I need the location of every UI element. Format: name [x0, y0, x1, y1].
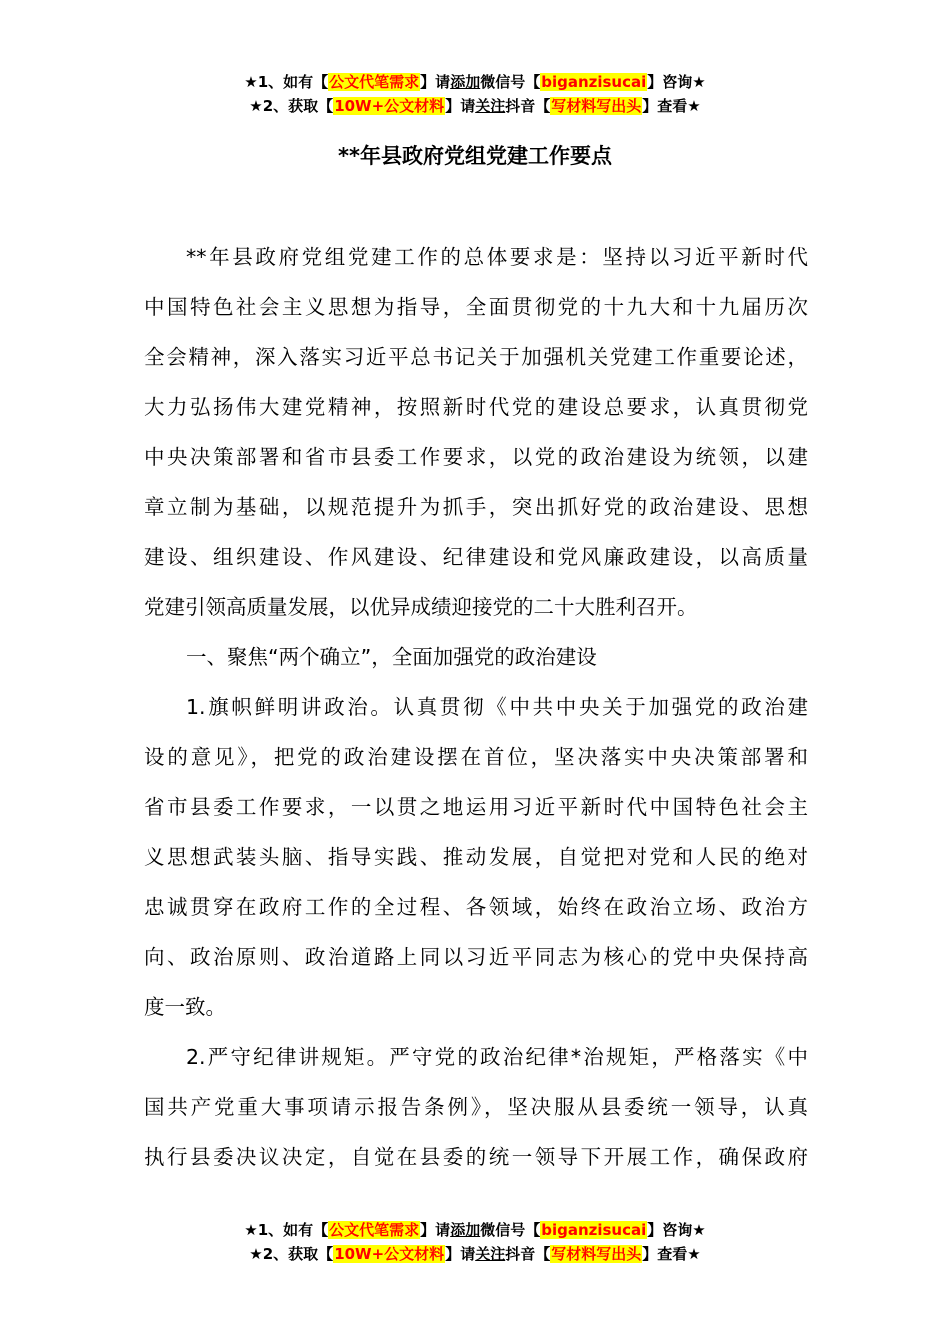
banner-text: 抖音【 — [505, 1245, 551, 1263]
banner-text: 】请 — [420, 1221, 451, 1239]
paragraph-line: 大力弘扬伟大建党精神，按照新时代党的建设总要求，认真贯彻党 — [144, 395, 808, 419]
banner-text: ★2、获取【 — [249, 1245, 334, 1263]
paragraph-line: 章立制为基础，以规范提升为抓手，突出抓好党的政治建设、思想 — [144, 495, 808, 519]
banner-text: 】查看★ — [642, 1245, 701, 1263]
banner-highlight: 10W+公文材料 — [334, 97, 445, 115]
document-title: **年县政府党组党建工作要点 — [338, 144, 612, 168]
banner-underline: 添加 — [450, 73, 481, 91]
banner-text: 微信号【 — [480, 73, 541, 91]
document-body — [144, 232, 808, 1182]
paragraph-line: 国共产党重大事项请示报告条例》，坚决服从县委统一领导，认真 — [144, 1095, 808, 1119]
banner-text: 抖音【 — [505, 97, 551, 115]
paragraph-line: 省市县委工作要求，一以贯之地运用习近平新时代中国特色社会主 — [144, 795, 808, 819]
paragraph-line: 忠诚贯穿在政府工作的全过程、各领域，始终在政治立场、政治方 — [144, 895, 808, 919]
banner-text: 】请 — [445, 97, 476, 115]
paragraph-line: 建设、组织建设、作风建设、纪律建设和党风廉政建设，以高质量 — [144, 545, 808, 569]
paragraph-line: **年县政府党组党建工作的总体要求是：坚持以习近平新时代 — [186, 245, 808, 269]
banner-underline: 添加 — [450, 1221, 481, 1239]
banner-text: 】咨询★ — [647, 73, 706, 91]
paragraph-line: 义思想武装头脑、指导实践、推动发展，自觉把对党和人民的绝对 — [144, 845, 808, 869]
banner-highlight: 写材料写出头 — [551, 1245, 642, 1263]
paragraph-line: 向、政治原则、政治道路上同以习近平同志为核心的党中央保持高 — [144, 945, 808, 969]
banner-line-1 — [0, 1218, 950, 1242]
banner-text: 微信号【 — [480, 1221, 541, 1239]
banner-text: ★2、获取【 — [249, 97, 334, 115]
paragraph-line: 党建引领高质量发展，以优异成绩迎接党的二十大胜利召开。 — [144, 595, 698, 619]
banner-text: 】查看★ — [642, 97, 701, 115]
banner-underline: 关注 — [475, 1245, 506, 1263]
banner-text: 】请 — [445, 1245, 476, 1263]
banner-text: ★1、如有【 — [244, 73, 329, 91]
banner-line-2 — [0, 94, 950, 118]
banner-underline: 关注 — [475, 97, 506, 115]
header-banner — [0, 70, 950, 118]
paragraph-line: 设的意见》，把党的政治建设摆在首位，坚决落实中央决策部署和 — [144, 745, 808, 769]
banner-highlight: biganzisucai — [541, 1221, 647, 1239]
banner-highlight: 写材料写出头 — [551, 97, 642, 115]
banner-text: 】请 — [420, 73, 451, 91]
paragraph-line: 1.旗帜鲜明讲政治。认真贯彻《中共中央关于加强党的政治建 — [186, 695, 808, 719]
banner-highlight: biganzisucai — [541, 73, 647, 91]
paragraph-line: 全会精神，深入落实习近平总书记关于加强机关党建工作重要论述， — [144, 345, 808, 369]
footer-banner — [0, 1218, 950, 1266]
paragraph-line: 执行县委决议决定，自觉在县委的统一领导下开展工作，确保政府 — [144, 1145, 808, 1169]
banner-line-1 — [0, 70, 950, 94]
banner-highlight: 10W+公文材料 — [334, 1245, 445, 1263]
paragraph-line: 中央决策部署和省市县委工作要求，以党的政治建设为统领，以建 — [144, 445, 808, 469]
banner-text: 】咨询★ — [647, 1221, 706, 1239]
paragraph-line: 中国特色社会主义思想为指导，全面贯彻党的十九大和十九届历次 — [144, 295, 808, 319]
banner-highlight: 公文代笔需求 — [329, 1221, 420, 1239]
paragraph-line: 2.严守纪律讲规矩。严守党的政治纪律*治规矩，严格落实《中 — [186, 1045, 808, 1069]
banner-highlight: 公文代笔需求 — [329, 73, 420, 91]
section-heading: 一、聚焦“两个确立”，全面加强党的政治建设 — [186, 645, 597, 669]
paragraph-line: 度一致。 — [144, 995, 226, 1019]
banner-line-2 — [0, 1242, 950, 1266]
banner-text: ★1、如有【 — [244, 1221, 329, 1239]
